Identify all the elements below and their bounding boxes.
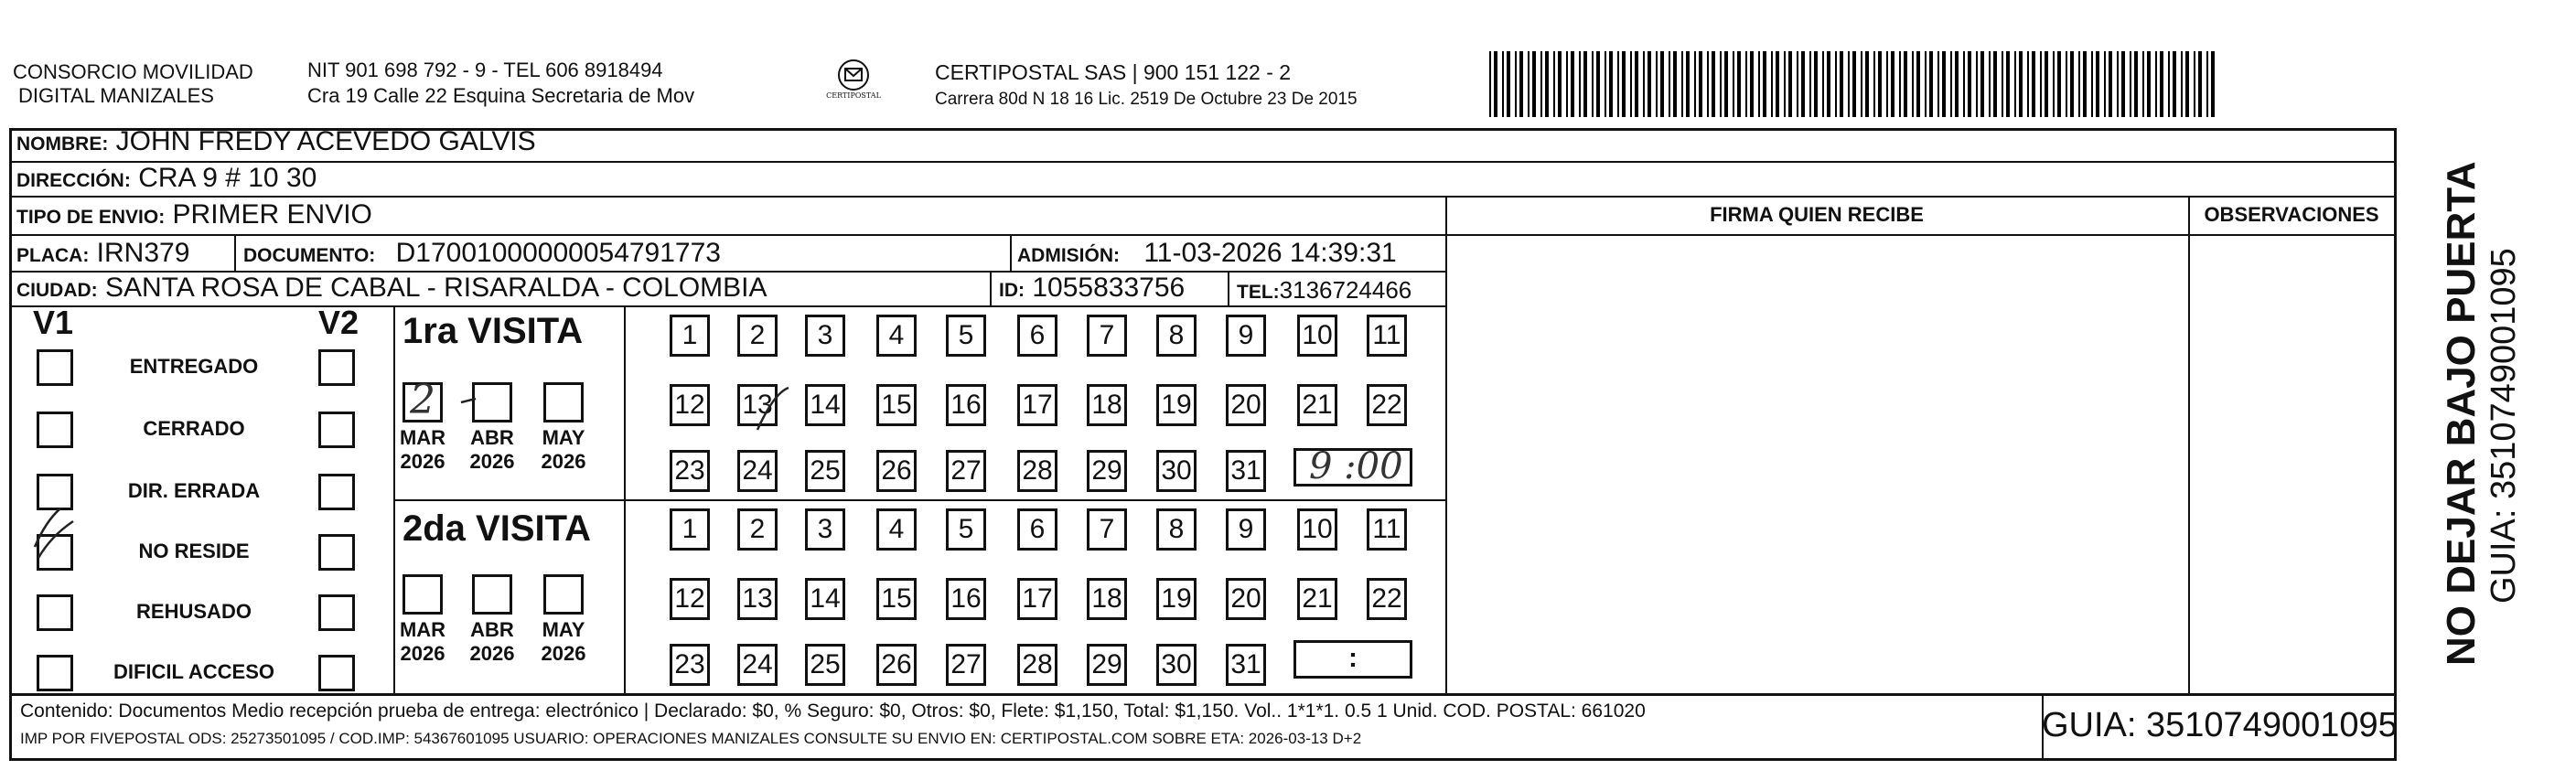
- barcode-bar: [1989, 51, 1991, 117]
- barcode-bar: [1540, 51, 1542, 117]
- barcode-bar: [1507, 51, 1510, 117]
- month-year: 2026: [400, 642, 445, 665]
- day-9-box[interactable]: 9: [1226, 315, 1266, 357]
- v1-checkbox[interactable]: [37, 534, 73, 571]
- day-14-box[interactable]: 14: [805, 384, 845, 426]
- month-year: 2026: [469, 642, 515, 665]
- barcode-bar: [1733, 51, 1734, 117]
- day-30-box[interactable]: 30: [1156, 644, 1197, 686]
- barcode-bar: [1976, 51, 1978, 117]
- documento-label: DOCUMENTO:: [243, 245, 376, 266]
- day-18-box[interactable]: 18: [1087, 578, 1127, 620]
- barcode-bar: [1899, 51, 1901, 117]
- barcode-bar: [1532, 51, 1536, 117]
- barcode-bar: [2194, 51, 2195, 117]
- barcode-bar: [2083, 51, 2087, 117]
- courier-line1: CERTIPOSTAL SAS | 900 151 122 - 2: [935, 60, 1292, 84]
- day-11-box[interactable]: 11: [1367, 315, 1407, 357]
- barcode-bar: [1814, 51, 1818, 117]
- barcode-bar: [1827, 51, 1830, 117]
- barcode-bar: [1494, 51, 1497, 117]
- reason-label: NO RESIDE: [138, 540, 250, 562]
- barcode-bar: [1609, 51, 1613, 117]
- barcode-bar: [1771, 51, 1773, 117]
- barcode-bar: [2173, 51, 2176, 117]
- logo-text: CERTIPOSTAL: [826, 91, 881, 100]
- day-16-box[interactable]: 16: [946, 578, 986, 620]
- visit2-title: 2da VISITA: [402, 508, 591, 549]
- barcode-bar: [2168, 51, 2170, 117]
- barcode-bar: [1865, 51, 1869, 117]
- day-22-box[interactable]: 22: [1367, 384, 1407, 426]
- day-17-box[interactable]: 17: [1017, 578, 1057, 620]
- month-box[interactable]: [402, 574, 443, 615]
- barcode-bar: [1763, 51, 1766, 117]
- barcode-bar: [1519, 51, 1523, 117]
- day-8-box[interactable]: 8: [1156, 315, 1197, 357]
- barcode-bar: [1788, 51, 1792, 117]
- barcode-bar: [2027, 51, 2029, 117]
- reason-label: CERRADO: [143, 417, 245, 440]
- nombre-value: JOHN FREDY ACEVEDO GALVIS: [115, 126, 536, 156]
- direccion-label: DIRECCIÓN:: [16, 170, 131, 191]
- barcode-bar: [1724, 51, 1728, 117]
- day-18-box[interactable]: 18: [1087, 384, 1127, 426]
- barcode-bar: [1750, 51, 1754, 117]
- day-12-box[interactable]: 12: [670, 578, 710, 620]
- signature-area[interactable]: [1447, 236, 2186, 691]
- barcode-bar: [2130, 51, 2131, 117]
- tel-row: [1237, 274, 1411, 308]
- day-10-box[interactable]: 10: [1297, 508, 1337, 551]
- month-name: ABR: [470, 618, 514, 641]
- barcode-bar: [1968, 51, 1971, 117]
- month-label: [391, 426, 455, 474]
- day-27-box[interactable]: 27: [946, 450, 986, 492]
- day-19-box[interactable]: 19: [1156, 384, 1197, 426]
- day-28-box[interactable]: 28: [1017, 644, 1057, 686]
- nombre-label: NOMBRE:: [16, 134, 109, 155]
- barcode-bar: [1592, 51, 1594, 117]
- day-13-box[interactable]: 13: [737, 384, 778, 426]
- documento-value: D17001000000054791773: [395, 238, 721, 268]
- barcode-bar: [1545, 51, 1549, 117]
- barcode-bar: [1635, 51, 1638, 117]
- barcode-bar: [2019, 51, 2023, 117]
- barcode-bar: [1809, 51, 1811, 117]
- day-27-box[interactable]: 27: [946, 644, 986, 686]
- day-1-box[interactable]: 1: [670, 315, 710, 357]
- admision-label: ADMISIÓN:: [1017, 245, 1120, 266]
- day-11-box[interactable]: 11: [1367, 508, 1407, 551]
- v1-header: V1: [33, 304, 74, 341]
- barcode-bar: [2040, 51, 2042, 117]
- month-year: 2026: [400, 450, 445, 473]
- barcode-bar: [2117, 51, 2119, 117]
- documento-row: [243, 238, 721, 272]
- barcode-bar: [2032, 51, 2035, 117]
- day-20-box[interactable]: 20: [1226, 384, 1266, 426]
- day-16-box[interactable]: 16: [946, 384, 986, 426]
- barcode-bar: [1776, 51, 1779, 117]
- barcode-bar: [1707, 51, 1709, 117]
- barcode-bar: [1605, 51, 1606, 117]
- barcode-bar: [2142, 51, 2144, 117]
- nit-line: NIT 901 698 792 - 9 - TEL 606 8918494: [307, 59, 663, 81]
- ciudad-row: [16, 273, 767, 306]
- barcode-bar: [2096, 51, 2099, 117]
- barcode-bar: [1699, 51, 1702, 117]
- barcode-bar: [1745, 51, 1747, 117]
- month-name: MAR: [399, 426, 446, 449]
- day-26-box[interactable]: 26: [876, 450, 917, 492]
- v1-checkbox[interactable]: [37, 474, 73, 510]
- direccion-row: [16, 163, 317, 197]
- tipo-envio-label: TIPO DE ENVIO:: [16, 207, 166, 228]
- v2-checkbox[interactable]: [318, 594, 355, 631]
- barcode-bar: [1656, 51, 1658, 117]
- day-5-box[interactable]: 5: [946, 508, 986, 551]
- day-15-box[interactable]: 15: [876, 384, 917, 426]
- barcode-bar: [1963, 51, 1965, 117]
- day-28-box[interactable]: 28: [1017, 450, 1057, 492]
- barcode-bar: [2198, 51, 2202, 117]
- barcode: [1489, 51, 2221, 117]
- tel-label: TEL:: [1237, 282, 1280, 303]
- day-29-box[interactable]: 29: [1087, 644, 1127, 686]
- barcode-bar: [2160, 51, 2163, 117]
- tel-value: 3136724466: [1279, 276, 1412, 304]
- company-name-line2: DIGITAL MANIZALES: [18, 84, 214, 107]
- barcode-bar: [1912, 51, 1914, 117]
- day-3-box[interactable]: 3: [805, 508, 845, 551]
- visit1-title: 1ra VISITA: [402, 311, 584, 351]
- barcode-bar: [2045, 51, 2048, 117]
- barcode-bar: [1686, 51, 1690, 117]
- month-box[interactable]: [472, 382, 512, 422]
- reason-label: DIR. ERRADA: [127, 479, 261, 502]
- barcode-bar: [1712, 51, 1715, 117]
- barcode-bar: [1861, 51, 1862, 117]
- barcode-bar: [1515, 51, 1517, 117]
- barcode-bar: [1848, 51, 1850, 117]
- month-year: 2026: [541, 450, 586, 473]
- day-8-box[interactable]: 8: [1156, 508, 1197, 551]
- barcode-bar: [1553, 51, 1555, 117]
- id-label: ID:: [999, 280, 1025, 301]
- barcode-bar: [1571, 51, 1574, 117]
- day-21-box[interactable]: 21: [1297, 578, 1337, 620]
- day-31-box[interactable]: 31: [1226, 450, 1266, 492]
- barcode-bar: [1566, 51, 1568, 117]
- day-30-box[interactable]: 30: [1156, 450, 1197, 492]
- v2-header: V2: [318, 304, 360, 341]
- barcode-bar: [1835, 51, 1837, 117]
- direccion-value: CRA 9 # 10 30: [138, 163, 317, 193]
- v2-checkbox[interactable]: [318, 474, 355, 510]
- barcode-bar: [1673, 51, 1677, 117]
- month-label: [391, 618, 455, 666]
- barcode-bar: [1950, 51, 1952, 117]
- v1-checkbox[interactable]: [37, 412, 73, 448]
- barcode-bar: [1694, 51, 1696, 117]
- ciudad-label: CIUDAD:: [16, 280, 98, 301]
- barcode-bar: [1720, 51, 1722, 117]
- month-name: ABR: [470, 426, 514, 449]
- day-2-box[interactable]: 2: [737, 508, 778, 551]
- day-29-box[interactable]: 29: [1087, 450, 1127, 492]
- barcode-bar: [1502, 51, 1504, 117]
- barcode-bar: [1980, 51, 1984, 117]
- day-2-box[interactable]: 2: [737, 315, 778, 357]
- barcode-bar: [2066, 51, 2067, 117]
- barcode-bar: [1643, 51, 1645, 117]
- barcode-bar: [1873, 51, 1875, 117]
- barcode-bar: [2211, 51, 2215, 117]
- courier-line2: Carrera 80d N 18 16 Lic. 2519 De Octubre 23 De 2015: [935, 90, 1358, 109]
- barcode-bar: [2104, 51, 2106, 117]
- barcode-bar: [1528, 51, 1530, 117]
- barcode-bar: [1648, 51, 1651, 117]
- admision-value: 11-03-2026 14:39:31: [1143, 238, 1397, 268]
- day-24-box[interactable]: 24: [737, 450, 778, 492]
- day-3-box[interactable]: 3: [805, 315, 845, 357]
- barcode-bar: [1669, 51, 1670, 117]
- barcode-bar: [1784, 51, 1786, 117]
- day-23-box[interactable]: 23: [670, 450, 710, 492]
- barcode-bar: [2057, 51, 2061, 117]
- month-name: MAR: [399, 618, 446, 641]
- month-box[interactable]: [472, 574, 512, 615]
- day-25-box[interactable]: 25: [805, 450, 845, 492]
- day-13-box[interactable]: 13: [737, 578, 778, 620]
- v2-checkbox[interactable]: [318, 655, 355, 691]
- admision-row: [1017, 238, 1397, 272]
- month-label: [460, 426, 524, 474]
- day-20-box[interactable]: 20: [1226, 578, 1266, 620]
- day-14-box[interactable]: 14: [805, 578, 845, 620]
- barcode-bar: [2181, 51, 2183, 117]
- day-22-box[interactable]: 22: [1367, 578, 1407, 620]
- barcode-bar: [1681, 51, 1683, 117]
- side-guia: GUIA: 3510749001095: [2485, 248, 2523, 604]
- barcode-bar: [2147, 51, 2151, 117]
- placa-row: [16, 238, 189, 272]
- imp-line: IMP POR FIVEPOSTAL ODS: 25273501095 / COD.IMP: 54367601095 USUARIO: OPERACIONES MANIZALES CONSULTE SU ENVIO EN: CERTIPOSTAL.COM SOBRE ETA: 2026-03-13 D+2: [20, 730, 1362, 747]
- barcode-bar: [1630, 51, 1632, 117]
- barcode-bar: [2185, 51, 2189, 117]
- reason-label: ENTREGADO: [129, 355, 259, 378]
- day-17-box[interactable]: 17: [1017, 384, 1057, 426]
- day-5-box[interactable]: 5: [946, 315, 986, 357]
- nombre-row: [16, 126, 536, 160]
- month-box[interactable]: [543, 382, 584, 422]
- barcode-bar: [1822, 51, 1824, 117]
- day-15-box[interactable]: 15: [876, 578, 917, 620]
- barcode-bar: [1891, 51, 1894, 117]
- barcode-bar: [1558, 51, 1562, 117]
- observaciones-header: OBSERVACIONES: [2204, 203, 2379, 226]
- reason-label: REHUSADO: [136, 600, 252, 623]
- reason-label: DIFICIL ACCESO: [113, 660, 274, 683]
- barcode-bar: [2206, 51, 2208, 117]
- tipo-envio-value: PRIMER ENVIO: [172, 199, 372, 230]
- barcode-bar: [2109, 51, 2112, 117]
- barcode-bar: [1886, 51, 1888, 117]
- day-7-box[interactable]: 7: [1087, 508, 1127, 551]
- barcode-bar: [1840, 51, 1843, 117]
- id-value: 1055833756: [1032, 273, 1186, 303]
- barcode-bar: [2134, 51, 2138, 117]
- day-19-box[interactable]: 19: [1156, 578, 1197, 620]
- day-23-box[interactable]: 23: [670, 644, 710, 686]
- placa-label: PLACA:: [16, 245, 90, 266]
- barcode-bar: [2006, 51, 2010, 117]
- barcode-bar: [2091, 51, 2093, 117]
- visit1-time-box[interactable]: [1293, 445, 1412, 487]
- month-label: [531, 618, 596, 666]
- envelope-seal-icon: [812, 55, 895, 113]
- day-10-box[interactable]: 10: [1297, 315, 1337, 357]
- barcode-bar: [1660, 51, 1664, 117]
- day-9-box[interactable]: 9: [1226, 508, 1266, 551]
- barcode-bar: [1737, 51, 1741, 117]
- placa-value: IRN379: [96, 238, 190, 268]
- v2-checkbox[interactable]: [318, 534, 355, 571]
- contenido-line: Contenido: Documentos Medio recepción prueba de entrega: electrónico | Declarado: $0, % Seguro: $0, Otros: $0, Flete: $1,150, Total: $1,150. Vol.. 1*1*1. 0.5 1 Unid. COD. POSTAL: 661020: [20, 700, 1646, 722]
- footer-guia: GUIA: 3510749001095: [2042, 706, 2398, 744]
- barcode-bar: [1617, 51, 1619, 117]
- company-name-line1: CONSORCIO MOVILIDAD: [13, 60, 253, 83]
- side-warning: NO DEJAR BAJO PUERTA: [2439, 161, 2484, 666]
- barcode-bar: [2002, 51, 2003, 117]
- certipostal-logo: [812, 55, 895, 113]
- day-1-box[interactable]: 1: [670, 508, 710, 551]
- month-name: MAY: [542, 618, 585, 641]
- observations-area[interactable]: [2190, 236, 2393, 691]
- barcode-bar: [1925, 51, 1927, 117]
- barcode-bar: [1929, 51, 1933, 117]
- barcode-bar: [2014, 51, 2016, 117]
- day-7-box[interactable]: 7: [1087, 315, 1127, 357]
- visit1-handwritten-time: 9 :00: [1309, 445, 1403, 487]
- barcode-bar: [1904, 51, 1907, 117]
- id-row: [999, 273, 1185, 306]
- month-label: [531, 426, 596, 474]
- barcode-bar: [1878, 51, 1882, 117]
- day-12-box[interactable]: 12: [670, 384, 710, 426]
- barcode-bar: [1758, 51, 1760, 117]
- day-25-box[interactable]: 25: [805, 644, 845, 686]
- barcode-bar: [1852, 51, 1856, 117]
- visit2-time-box[interactable]: :: [1293, 640, 1412, 679]
- v2-checkbox[interactable]: [318, 412, 355, 448]
- barcode-bar: [1801, 51, 1805, 117]
- tipo-envio-row: [16, 199, 372, 233]
- barcode-bar: [1937, 51, 1939, 117]
- month-label: [460, 618, 524, 666]
- day-4-box[interactable]: 4: [876, 508, 917, 551]
- v1-checkbox[interactable]: [37, 594, 73, 631]
- barcode-bar: [1993, 51, 1997, 117]
- barcode-bar: [1797, 51, 1798, 117]
- barcode-bar: [2078, 51, 2080, 117]
- day-4-box[interactable]: 4: [876, 315, 917, 357]
- barcode-bar: [1596, 51, 1600, 117]
- barcode-bar: [1622, 51, 1626, 117]
- v2-checkbox[interactable]: [318, 349, 355, 386]
- barcode-bar: [2053, 51, 2055, 117]
- barcode-bar: [1489, 51, 1491, 117]
- barcode-bar: [1942, 51, 1946, 117]
- day-26-box[interactable]: 26: [876, 644, 917, 686]
- day-21-box[interactable]: 21: [1297, 384, 1337, 426]
- barcode-bar: [1955, 51, 1959, 117]
- barcode-bar: [2070, 51, 2074, 117]
- barcode-bar: [1579, 51, 1581, 117]
- ciudad-value: SANTA ROSA DE CABAL - RISARALDA - COLOMBIA: [105, 273, 767, 303]
- visit1-handwritten-day: 2: [410, 377, 435, 423]
- month-box[interactable]: [543, 574, 584, 615]
- month-name: MAY: [542, 426, 585, 449]
- month-year: 2026: [541, 642, 586, 665]
- day-6-box[interactable]: 6: [1017, 508, 1057, 551]
- barcode-bar: [2155, 51, 2157, 117]
- barcode-bar: [1916, 51, 1920, 117]
- day-31-box[interactable]: 31: [1226, 644, 1266, 686]
- barcode-bar: [2121, 51, 2125, 117]
- firma-header: FIRMA QUIEN RECIBE: [1710, 203, 1924, 226]
- day-24-box[interactable]: 24: [737, 644, 778, 686]
- address-line: Cra 19 Calle 22 Esquina Secretaria de Mov: [307, 84, 695, 107]
- barcode-bar: [1583, 51, 1587, 117]
- v1-checkbox[interactable]: [37, 655, 73, 691]
- month-year: 2026: [469, 450, 515, 473]
- v1-checkbox[interactable]: [37, 349, 73, 386]
- day-6-box[interactable]: 6: [1017, 315, 1057, 357]
